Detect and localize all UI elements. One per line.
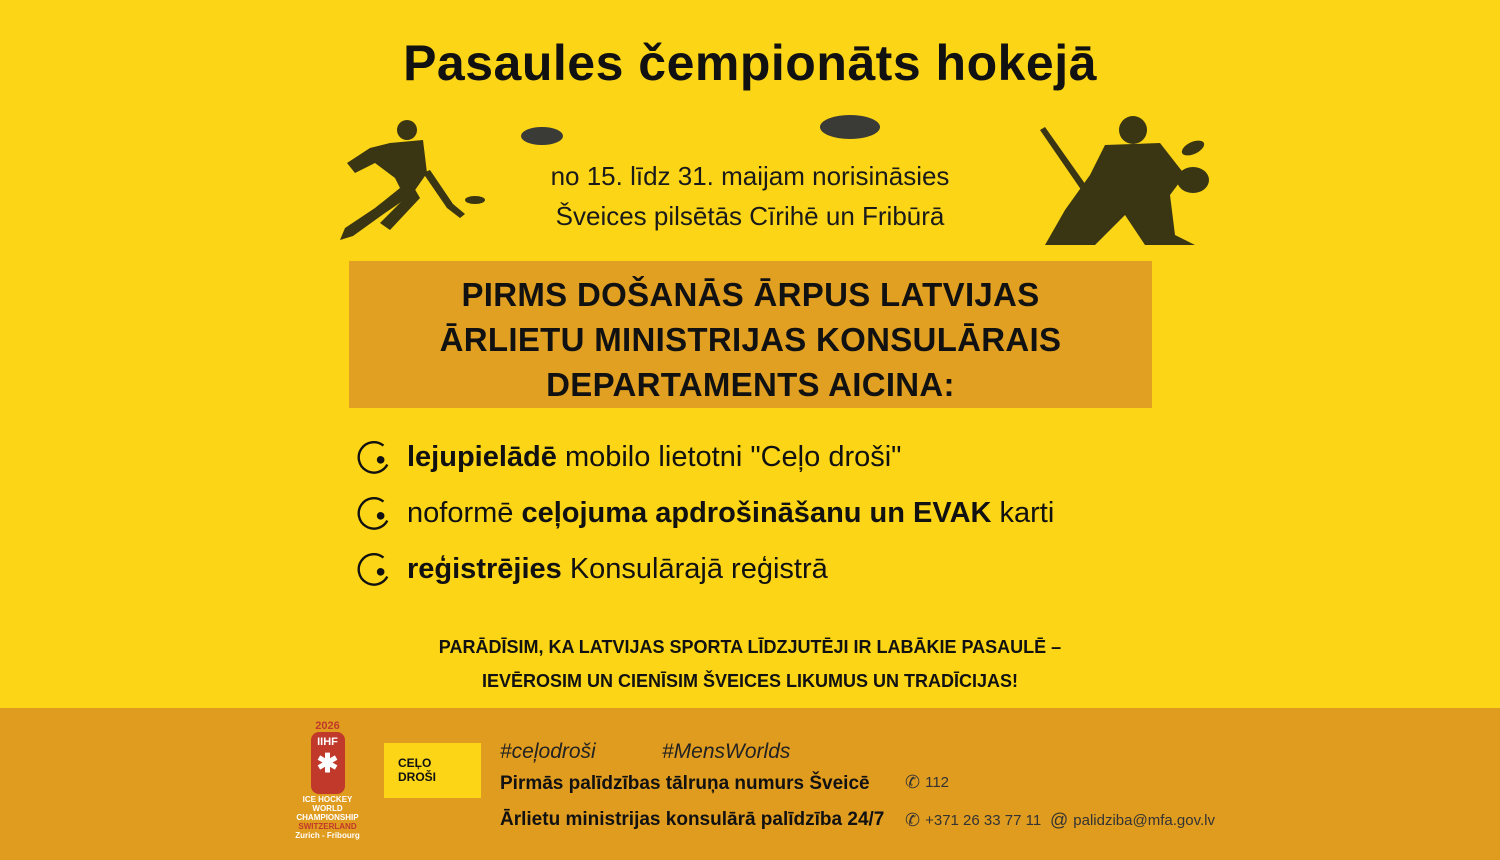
bullet-icon [355, 438, 393, 476]
at-icon: @ [1050, 810, 1069, 830]
hashtag: #MensWorlds [662, 740, 791, 763]
logo-shield: IIHF ✱ [311, 732, 345, 794]
item-text: mobilo lietotni "Ceļo droši" [556, 440, 902, 473]
phone-consular[interactable] [905, 810, 1041, 831]
iihf-logo [290, 722, 365, 840]
ministry-banner [349, 261, 1152, 408]
list-item [355, 550, 828, 588]
logo-brand: IIHF [317, 736, 338, 748]
subtitle-line: no 15. līdz 31. maijam norisināsies [550, 161, 950, 191]
logo-text: SWITZERLAND [298, 822, 357, 831]
phone-number: +371 26 33 77 11 [925, 812, 1042, 829]
banner-line: ĀRLIETU MINISTRIJAS KONSULĀRAIS [439, 321, 1062, 358]
email-link[interactable] [1050, 810, 1215, 831]
logo-text: Zurich - Fribourg [295, 831, 360, 840]
logo-text: CHAMPIONSHIP [296, 813, 359, 822]
event-dates [450, 156, 1050, 236]
item-bold: lejupielādē [407, 440, 557, 473]
item-text: Konsulārajā reģistrā [561, 552, 828, 585]
consular-label: Ārlietu ministrijas konsulārā palīdzība 24/7 [500, 809, 885, 830]
email-address: palidziba@mfa.gov.lv [1073, 812, 1215, 829]
logo-year: 2026 [315, 720, 340, 732]
item-text: noformē [407, 496, 522, 529]
cta-line: PARĀDĪSIM, KA LATVIJAS SPORTA LĪDZJUTĒJI IR LABĀKIE PASAULĒ – [438, 637, 1062, 657]
page-title: Pasaules čempionāts hokejā [403, 35, 1097, 91]
phone-number: 112 [925, 774, 950, 791]
logo-text: ICE HOCKEY [302, 795, 353, 804]
item-bold: reģistrējies [407, 552, 562, 585]
phone-icon: ✆ [905, 810, 921, 830]
puck-icons [520, 108, 890, 150]
logo-text: DROŠI [398, 770, 437, 784]
logo-text: WORLD [312, 804, 343, 813]
list-item [355, 494, 1054, 532]
phone-emergency[interactable] [905, 772, 949, 793]
list-item [355, 438, 901, 476]
hashtag: #ceļodroši [500, 740, 596, 763]
logo-text: CEĻO [398, 756, 432, 770]
item-text: karti [991, 496, 1055, 529]
item-bold: ceļojuma apdrošināšanu un EVAK [521, 496, 992, 529]
phone-icon: ✆ [905, 772, 921, 792]
bullet-icon [355, 494, 393, 532]
banner-line: PIRMS DOŠANĀS ĀRPUS LATVIJAS [461, 276, 1040, 313]
footer [0, 708, 1500, 860]
bullet-icon [355, 550, 393, 588]
call-to-action [0, 630, 1500, 698]
cta-line: IEVĒROSIM UN CIENĪSIM ŠVEICES LIKUMUS UN TRADĪCIJAS! [481, 671, 1019, 691]
celo-drosi-logo [384, 743, 481, 798]
emergency-label: Pirmās palīdzības tālruņa numurs Šveicē [500, 773, 870, 794]
banner-line: DEPARTAMENTS AICINA: [546, 366, 955, 403]
goalie-icon [1035, 115, 1210, 251]
subtitle-line: Šveices pilsētās Cīrihē un Fribūrā [555, 201, 945, 231]
